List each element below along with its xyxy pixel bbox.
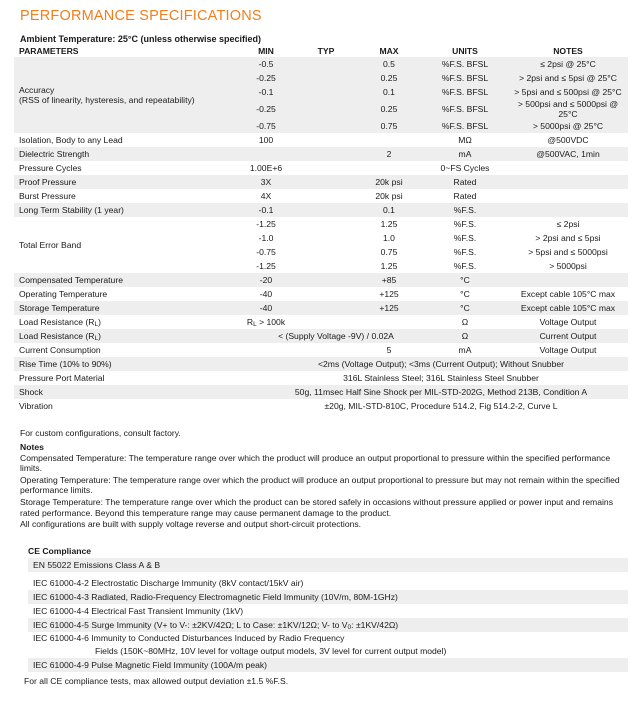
- notes-heading: Notes: [20, 442, 44, 452]
- custom-config-note: For custom configurations, consult factory.: [20, 428, 181, 438]
- header-min: MIN: [258, 46, 274, 56]
- table-cell: °C: [460, 289, 470, 299]
- table-cell: %F.S.: [453, 233, 477, 243]
- table-cell: 1.25: [380, 219, 398, 229]
- error-band-row: [14, 217, 628, 231]
- table-cell: Operating Temperature: [19, 289, 108, 299]
- table-cell: 2: [356, 147, 422, 161]
- note-storage: Storage Temperature: The temperature range over which the product can be stored safely in occasions without pressure applied or power input and remains rated performance. Beyond this temperature range may cause permanent damage to the product.: [20, 496, 613, 518]
- table-cell: -1.25: [256, 261, 276, 271]
- table-cell: Pressure Port Material: [19, 373, 105, 383]
- table-cell: Compensated Temperature: [14, 273, 236, 287]
- table-cell: > 5000psi: [549, 261, 587, 271]
- table-cell: %F.S. BFSL: [422, 57, 508, 71]
- table-cell: Pressure Cycles: [19, 163, 82, 173]
- ce-magnetic: IEC 61000-4-9 Pulse Magnetic Field Immunity (100A/m peak): [28, 658, 628, 672]
- ce-emissions: EN 55022 Emissions Class A & B: [28, 558, 628, 572]
- table-cell: %F.S.: [453, 247, 477, 257]
- table-cell: -0.75: [256, 247, 276, 257]
- table-cell: 0.1: [356, 203, 422, 217]
- table-cell: Voltage Output: [539, 317, 597, 327]
- note-operating: Operating Temperature: The temperature range over which the product will produce an output proportional to pressure but may not remain within the specified performance limits.: [20, 474, 620, 496]
- table-cell: -1.25: [256, 219, 276, 229]
- table-cell: RL > 100k: [246, 316, 286, 328]
- dielectric-row: [14, 147, 628, 161]
- storage-temp-row: [14, 301, 628, 315]
- table-cell: Vibration: [19, 401, 53, 411]
- current-consumption-row: [14, 343, 628, 357]
- table-cell: Load Resistance (RL): [14, 329, 236, 343]
- table-cell: > 5psi and ≤ 500psi @ 25°C: [508, 85, 628, 99]
- ambient-temperature-note: Ambient Temperature: 25°C (unless otherwise specified): [20, 34, 261, 44]
- header-notes: NOTES: [553, 46, 583, 56]
- ce-conducted: IEC 61000-4-6 Immunity to Conducted Disturbances Induced by Radio Frequency Fields (150K~80MHz, 10V level for voltage output models, 3V level for current output model): [33, 633, 447, 656]
- table-cell: -1.0: [258, 233, 274, 243]
- table-cell: Isolation, Body to any Lead: [19, 135, 123, 145]
- operating-temp-row: [14, 287, 628, 301]
- table-cell: %F.S.: [453, 261, 477, 271]
- table-cell: +125: [379, 289, 399, 299]
- performance-spec-table: [14, 45, 628, 413]
- table-cell: -40: [236, 301, 296, 315]
- table-header-row: [14, 45, 628, 57]
- table-cell: %F.S.: [453, 219, 477, 229]
- isolation-row: [14, 133, 628, 147]
- ce-radiated: IEC 61000-4-3 Radiated, Radio-Frequency Electromagnetic Field Immunity (10V/m, 80M-1GHz): [28, 590, 628, 604]
- header-max: MAX: [379, 46, 399, 56]
- table-cell: -0.25: [236, 71, 296, 85]
- table-cell: %F.S. BFSL: [422, 71, 508, 85]
- table-cell: 0.5: [356, 57, 422, 71]
- table-cell: > 5000psi @ 25°C: [508, 119, 628, 133]
- table-cell: 0.25: [356, 99, 422, 119]
- table-cell: °C: [422, 301, 508, 315]
- port-material-row: [14, 371, 628, 385]
- notes-section: [20, 442, 620, 531]
- table-cell: Ω: [461, 317, 469, 327]
- table-cell: > 2psi and ≤ 5psi @ 25°C: [508, 71, 628, 85]
- table-cell: ±20g, MIL-STD-810C, Procedure 514.2, Fig 514.2-2, Curve L: [324, 401, 558, 411]
- table-cell: 0.75: [380, 247, 398, 257]
- table-cell: [356, 133, 422, 147]
- table-cell: 0~FS Cycles: [440, 163, 490, 173]
- table-cell: 1.25: [380, 261, 398, 271]
- load-resistance-voltage-row: [14, 315, 628, 329]
- ce-eft: IEC 61000-4-4 Electrical Fast Transient Immunity (1kV): [33, 606, 244, 616]
- note-compensated: Compensated Temperature: The temperature range over which the product will produce an output proportional to pressure within the specified performance limits.: [20, 452, 611, 474]
- table-cell: 1.00E+6: [249, 163, 283, 173]
- table-cell: Rated: [453, 191, 477, 201]
- accuracy-row: [14, 57, 628, 71]
- table-cell: < (Supply Voltage -9V) / 0.02A: [236, 329, 422, 343]
- table-cell: Long Term Stability (1 year): [14, 203, 236, 217]
- table-cell: [236, 147, 296, 161]
- error-band-label: Total Error Band: [19, 240, 82, 250]
- table-cell: Voltage Output: [539, 345, 597, 355]
- table-cell: -0.1: [236, 203, 296, 217]
- table-cell: 4X: [260, 191, 272, 201]
- table-cell: > 2psi and ≤ 5psi: [535, 233, 601, 243]
- table-cell: Shock: [14, 385, 236, 399]
- table-cell: Except cable 105°C max: [508, 301, 628, 315]
- table-cell: +125: [356, 301, 422, 315]
- table-cell: -0.75: [236, 119, 296, 133]
- table-cell: 0.75: [356, 119, 422, 133]
- table-cell: %F.S.: [422, 203, 508, 217]
- table-cell: -0.25: [236, 99, 296, 119]
- pressure-cycles-row: [14, 161, 628, 175]
- table-cell: Except cable 105°C max: [520, 289, 616, 299]
- ce-heading: CE Compliance: [28, 546, 92, 556]
- table-cell: 316L Stainless Steel; 316L Stainless Steel Snubber: [343, 373, 539, 383]
- table-cell: %F.S. BFSL: [422, 119, 508, 133]
- table-cell: 0.1: [356, 85, 422, 99]
- header-typ: TYP: [317, 46, 335, 56]
- page-title: PERFORMANCE SPECIFICATIONS: [20, 8, 262, 24]
- note-protection: All configurations are built with supply voltage reverse and output short-circuit protections.: [20, 519, 362, 530]
- table-cell: Ω: [422, 329, 508, 343]
- table-cell: Burst Pressure: [19, 191, 76, 201]
- header-parameters: PARAMETERS: [19, 46, 79, 56]
- table-cell: %F.S. BFSL: [422, 85, 508, 99]
- table-cell: > 500psi and ≤ 5000psi @ 25°C: [508, 99, 628, 119]
- ce-footer-note: For all CE compliance tests, max allowed output deviation ±1.5 %F.S.: [24, 676, 289, 686]
- table-cell: 20k psi: [375, 191, 403, 201]
- table-cell: <2ms (Voltage Output); <3ms (Current Output); Without Snubber: [236, 357, 628, 371]
- table-cell: ≤ 2psi: [556, 219, 580, 229]
- ce-surge: IEC 61000-4-5 Surge Immunity (V+ to V-: ±2KV/42Ω; L to Case: ±1KV/12Ω; V- to V0: ±1KV/42Ω): [28, 618, 628, 632]
- table-cell: Current Consumption: [19, 345, 101, 355]
- table-cell: %F.S. BFSL: [422, 99, 508, 119]
- table-cell: 1.0: [383, 233, 395, 243]
- table-cell: 100: [258, 135, 274, 145]
- vibration-row: [14, 399, 628, 413]
- table-cell: [508, 273, 628, 287]
- table-cell: Rated: [422, 175, 508, 189]
- table-cell: -20: [236, 273, 296, 287]
- table-cell: Rise Time (10% to 90%): [14, 357, 236, 371]
- table-cell: mA: [458, 345, 472, 355]
- table-cell: 5: [386, 345, 392, 355]
- table-cell: mA: [422, 147, 508, 161]
- stability-row: [14, 203, 628, 217]
- accuracy-label: Accuracy (RSS of linearity, hysteresis, and repeatability): [14, 57, 236, 133]
- table-cell: @500VDC: [547, 135, 589, 145]
- proof-pressure-row: [14, 175, 628, 189]
- table-cell: @500VAC, 1min: [508, 147, 628, 161]
- table-cell: °C: [422, 273, 508, 287]
- table-cell: > 5psi and ≤ 5000psi: [528, 247, 608, 257]
- table-cell: 20k psi: [356, 175, 422, 189]
- header-units: UNITS: [452, 46, 478, 56]
- table-cell: 0.25: [356, 71, 422, 85]
- compensated-temp-row: [14, 273, 628, 287]
- table-cell: Proof Pressure: [14, 175, 236, 189]
- rise-time-row: [14, 357, 628, 371]
- table-cell: ≤ 2psi @ 25°C: [508, 57, 628, 71]
- table-cell: Load Resistance (RL): [19, 316, 101, 328]
- table-cell: MΩ: [458, 135, 472, 145]
- table-cell: -40: [259, 289, 273, 299]
- burst-pressure-row: [14, 189, 628, 203]
- table-cell: Storage Temperature: [14, 301, 236, 315]
- table-cell: +85: [356, 273, 422, 287]
- load-resistance-current-row: [14, 329, 628, 343]
- table-cell: Current Output: [508, 329, 628, 343]
- shock-row: [14, 385, 628, 399]
- ce-compliance-section: [28, 544, 628, 672]
- table-cell: 50g, 11msec Half Sine Shock per MIL-STD-202G, Method 213B, Condition A: [236, 385, 628, 399]
- table-cell: -0.1: [236, 85, 296, 99]
- ce-esd: IEC 61000-4-2 Electrostatic Discharge Immunity (8kV contact/15kV air): [33, 578, 304, 588]
- table-cell: -0.5: [236, 57, 296, 71]
- table-cell: Dielectric Strength: [14, 147, 236, 161]
- table-cell: 3X: [236, 175, 296, 189]
